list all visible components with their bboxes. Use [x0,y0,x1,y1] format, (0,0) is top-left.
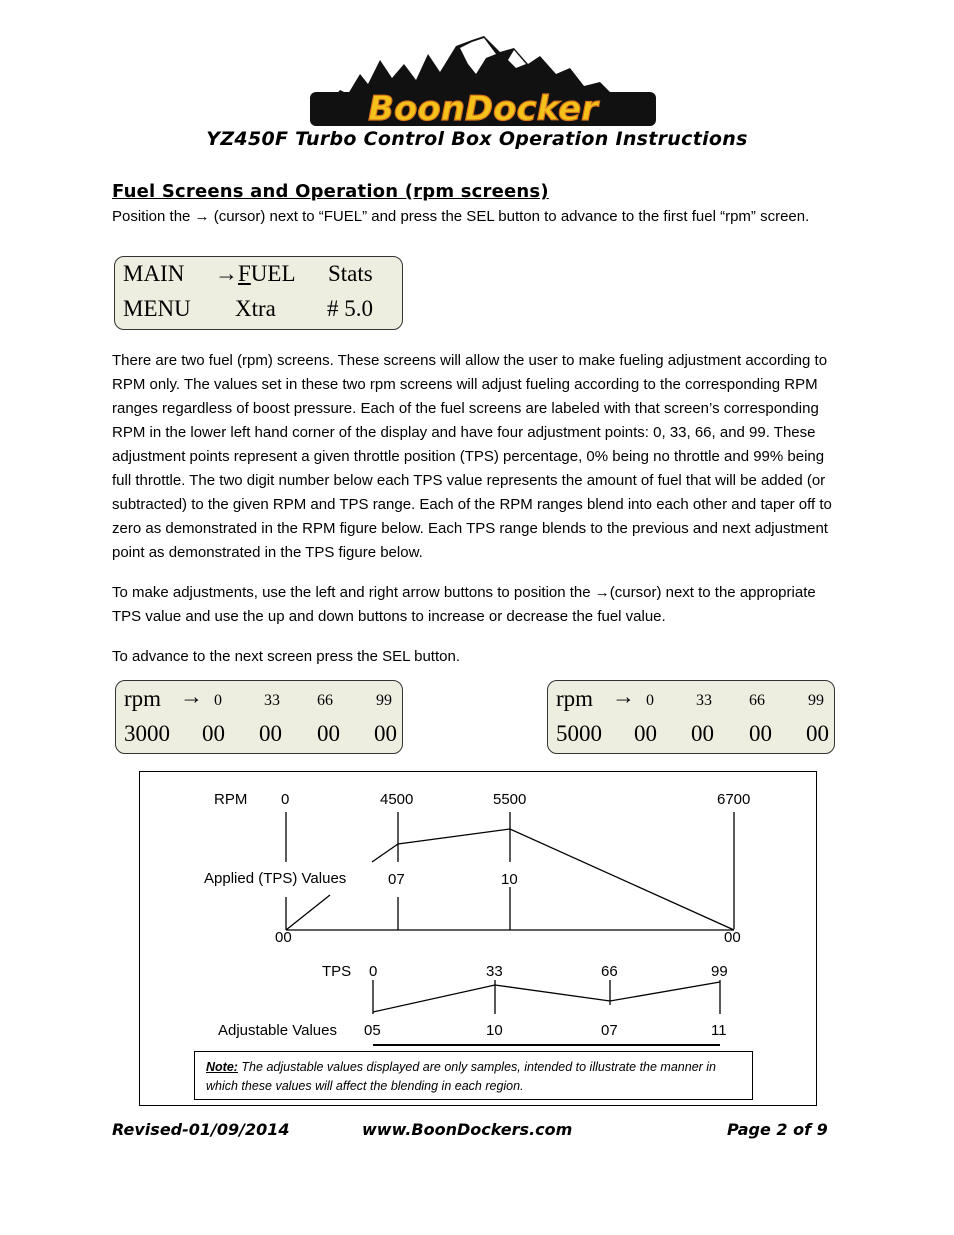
tps-point-33: 33 [486,963,503,980]
note-text [206,1058,742,1096]
baseline-right-value: 00 [724,929,741,946]
applied-value-10: 10 [501,871,518,888]
lcd-fuel-value: 00 [691,721,714,746]
rpm-point-4500: 4500 [380,791,414,808]
rpm-point-0: 0 [281,791,290,808]
lcd-fuel-first-letter: F [238,261,251,286]
note-box [194,1051,753,1100]
lcd-fuel-rest: UEL [250,261,296,286]
rpm-screen-3000-lcd [115,680,403,754]
intro-paragraph: Position the → (cursor) next to “FUEL” and press the SEL button to advance to the first fuel “rpm” screen. [112,208,810,225]
lcd-tps-66: 66 [317,692,333,709]
lcd-rpm-label: rpm [124,686,162,711]
lcd-tps-33: 33 [264,692,280,709]
rpm-screen-5000-lcd [547,680,835,754]
lcd-rpm-label: rpm [556,686,594,711]
applied-values-label: Applied (TPS) Values [204,870,347,887]
cursor-arrow-icon: → [180,684,203,709]
rpm-point-6700: 6700 [717,791,751,808]
applied-value-07: 07 [388,871,405,888]
adjust-paragraph: To make adjustments, use the left and right arrow buttons to position the →(cursor) next to the appropriate TPS value and use the up and down buttons to increase or decrease the fuel value. [112,584,816,625]
adjustable-values-label: Adjustable Values [218,1022,337,1039]
lcd-menu-label: MENU [123,296,191,321]
lcd-stats-item: Stats [328,261,373,286]
baseline-left-value: 00 [275,929,292,946]
lcd-fuel-value: 00 [259,721,282,746]
cursor-arrow-icon: → [612,684,635,709]
lcd-main-label: MAIN [123,261,185,286]
adjustable-value-10: 10 [486,1022,503,1039]
lcd-tps-99: 99 [376,692,392,709]
cursor-arrow-icon: → [215,261,238,286]
lcd-fuel-item [215,261,296,287]
tps-point-99: 99 [711,963,728,980]
advance-paragraph: To advance to the next screen press the SEL button. [112,648,460,665]
section-title: Fuel Screens and Operation (rpm screens) [112,181,549,202]
footer-page-number: Page 2 of 9 [727,1120,828,1139]
lcd-xtra-item: Xtra [235,296,276,321]
lcd-tps-33: 33 [696,692,712,709]
adjustable-value-11: 11 [711,1022,727,1039]
lcd-tps-99: 99 [808,692,824,709]
lcd-fuel-value: 00 [374,721,397,746]
rpm-blend-curve [372,829,734,930]
lcd-rpm-value: 3000 [124,721,170,746]
main-menu-lcd [114,256,403,330]
lcd-tps-0: 0 [214,692,222,709]
document-title: YZ450F Turbo Control Box Operation Instructions [206,128,748,150]
lcd-fuel-value: 00 [317,721,340,746]
adjustable-value-07: 07 [601,1022,618,1039]
note-label: Note: [206,1060,238,1074]
footer-website: www.BoonDockers.com [362,1120,573,1139]
lcd-fuel-value: 00 [202,721,225,746]
lcd-fuel-value: 00 [749,721,772,746]
rpm-blend-ramp [286,895,330,930]
tps-axis-label: TPS [322,963,352,980]
note-body: The adjustable values displayed are only samples, intended to illustrate the manner in which these values will affect the blending in each region. [206,1060,717,1093]
lcd-fuel-value: 00 [634,721,657,746]
lcd-tps-0: 0 [646,692,654,709]
tps-point-0: 0 [369,963,378,980]
lcd-version: # 5.0 [327,296,373,321]
lcd-tps-66: 66 [749,692,765,709]
description-paragraph: There are two fuel (rpm) screens. These screens will allow the user to make fueling adjustment according to RPM only. The values set in these two rpm screens will adjust fueling according to the corresponding RPM ranges regardless of boost pressure. Each of the fuel screens are labeled with that screen’s corresponding RPM in the lower left hand corner of the display and have four adjustment points: 0, 33, 66, and 99. These adjustment points represent a given throttle position (TPS) percentage, 0% being no throttle and 99% being full throttle. The two digit number below each TPS value represents the amount of fuel that will be added (or subtracted) to the given RPM and TPS range. Each of the RPM ranges blend into each other and taper off to zero as demonstrated in the RPM figure below. Each TPS range blends to the previous and next adjustment point as demonstrated in the TPS figure below. [112,352,832,561]
rpm-point-5500: 5500 [493,791,527,808]
tps-point-66: 66 [601,963,618,980]
lcd-rpm-value: 5000 [556,721,602,746]
tps-blend-curve [373,982,720,1012]
logo-wordmark: BoonDocker [368,89,598,129]
footer-revised-date: Revised-01/09/2014 [112,1120,290,1139]
lcd-fuel-value: 00 [806,721,829,746]
adjustable-value-05: 05 [364,1022,381,1039]
rpm-axis-label: RPM [214,791,248,808]
boondocker-logo [300,34,660,130]
